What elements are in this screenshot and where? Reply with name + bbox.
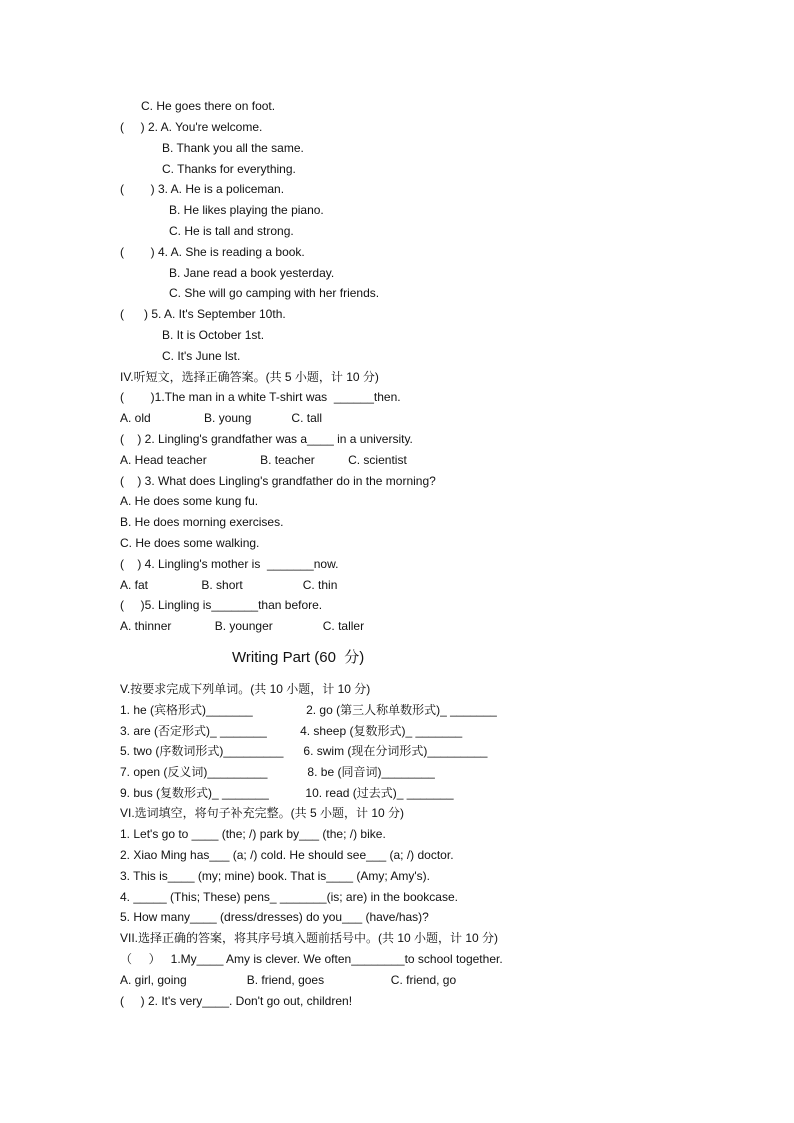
writing-part-title: Writing Part (60 分) [232, 649, 365, 666]
section-v-heading: V.按要求完成下列单词。(共 10 小题，计 10 分) [120, 682, 371, 696]
iv-q2: ( ) 2. Lingling's grandfather was a____ in a university. [120, 432, 413, 446]
iv-q1: ( )1.The man in a white T-shirt was ______then. [120, 390, 401, 404]
v-items-9-10: 9. bus (复数形式)_ _______ 10. read (过去式)_ _______ [120, 786, 454, 800]
v-items-1-2: 1. he (宾格形式)_______ 2. go (第三人称单数形式)_ _______ [120, 703, 497, 717]
vii-q1: （ ） 1.My____ Amy is clever. We often________to school together. [120, 952, 503, 966]
vii-q2: ( ) 2. It's very____. Don't go out, children! [120, 994, 353, 1008]
iv-q4: ( ) 4. Lingling's mother is _______now. [120, 557, 339, 571]
v-items-3-4: 3. are (否定形式)_ _______ 4. sheep (复数形式)_ _______ [120, 724, 463, 738]
iv-q3: ( ) 3. What does Lingling's grandfather do in the morning? [120, 474, 436, 488]
iv-q1-options: A. old B. young C. tall [120, 411, 323, 425]
section-vi-heading: VI.选词填空，将句子补充完整。(共 5 小题，计 10 分) [120, 806, 405, 820]
iv-q5-options: A. thinner B. younger C. taller [120, 619, 365, 633]
q4-option-b: B. Jane read a book yesterday. [169, 266, 335, 280]
iv-q5: ( )5. Lingling is_______than before. [120, 598, 323, 612]
iv-q4-options: A. fat B. short C. thin [120, 578, 338, 592]
vii-q1-options: A. girl, going B. friend, goes C. friend, go [120, 973, 457, 987]
q2-option-c: C. Thanks for everything. [162, 162, 296, 176]
q2-option-a: ( ) 2. A. You're welcome. [120, 120, 263, 134]
q1-option-c: C. He goes there on foot. [141, 99, 276, 113]
iv-q3-option-a: A. He does some kung fu. [120, 494, 259, 508]
q2-option-b: B. Thank you all the same. [162, 141, 304, 155]
q5-option-a: ( ) 5. A. It's September 10th. [120, 307, 286, 321]
vi-q3: 3. This is____ (my; mine) book. That is____ (Amy; Amy's). [120, 869, 430, 883]
vi-q2: 2. Xiao Ming has___ (a; /) cold. He should see___ (a; /) doctor. [120, 848, 454, 862]
q5-option-c: C. It's June lst. [162, 349, 241, 363]
iv-q3-option-b: B. He does morning exercises. [120, 515, 284, 529]
v-items-5-6: 5. two (序数词形式)_________ 6. swim (现在分词形式)_________ [120, 744, 488, 758]
iv-q3-option-c: C. He does some walking. [120, 536, 260, 550]
q3-option-c: C. He is tall and strong. [169, 224, 294, 238]
vi-q5: 5. How many____ (dress/dresses) do you___ (have/has)? [120, 910, 429, 924]
q4-option-a: ( ) 4. A. She is reading a book. [120, 245, 305, 259]
section-iv-heading: IV.听短文，选择正确答案。(共 5 小题，计 10 分) [120, 370, 379, 384]
vi-q4: 4. _____ (This; These) pens_ _______(is; are) in the bookcase. [120, 890, 458, 904]
q4-option-c: C. She will go camping with her friends. [169, 286, 380, 300]
q3-option-b: B. He likes playing the piano. [169, 203, 324, 217]
v-items-7-8: 7. open (反义词)_________ 8. be (同音词)________ [120, 765, 435, 779]
iv-q2-options: A. Head teacher B. teacher C. scientist [120, 453, 407, 467]
q5-option-b: B. It is October 1st. [162, 328, 265, 342]
section-vii-heading: VII.选择正确的答案，将其序号填入题前括号中。(共 10 小题，计 10 分) [120, 931, 499, 945]
q3-option-a: ( ) 3. A. He is a policeman. [120, 182, 285, 196]
vi-q1: 1. Let's go to ____ (the; /) park by___ (the; /) bike. [120, 827, 386, 841]
